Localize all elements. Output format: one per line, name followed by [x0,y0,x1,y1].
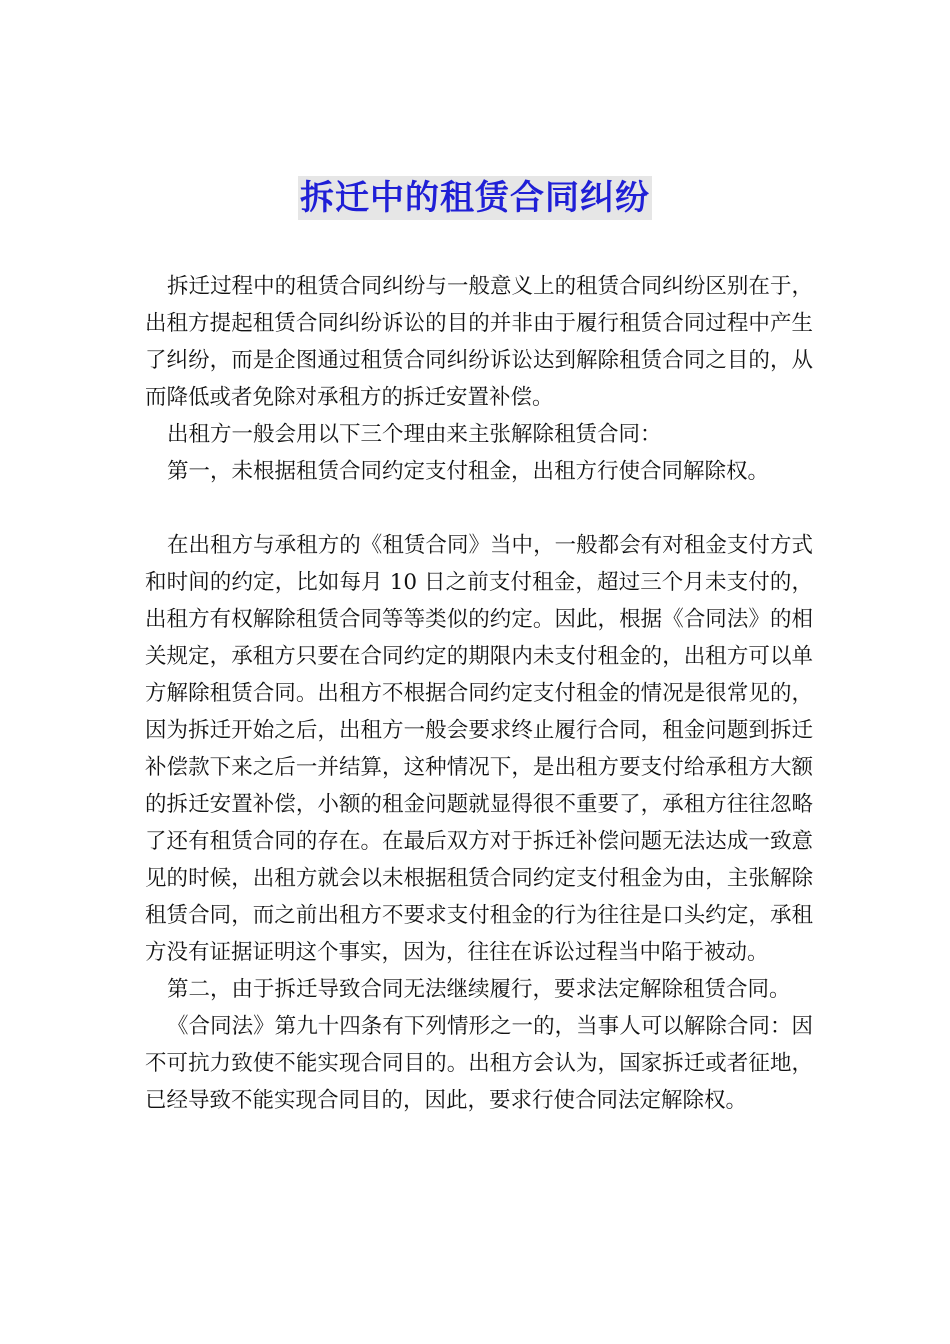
paragraph-reasons-lead: 出租方一般会用以下三个理由来主张解除租赁合同： [167,422,662,447]
paragraph-reason-one: 第一，未根据租赁合同约定支付租金，出租方行使合同解除权。 [167,459,770,484]
paragraph-gap [145,490,813,527]
title-container [0,176,950,220]
document-body [145,268,813,1119]
paragraph-intro: 拆迁过程中的租赁合同纠纷与一般意义上的租赁合同纠纷区别在于，出租方提起租赁合同纠纷诉讼的目的并非由于履行租赁合同过程中产生了纠纷，而是企图通过租赁合同纠纷诉讼达到解除租赁合同之目的，从而降低或者免除对承租方的拆迁安置补偿。 [145,274,813,410]
paragraph-reason-two: 第二，由于拆迁导致合同无法继续履行，要求法定解除租赁合同。 [167,977,791,1002]
paragraph-reason-one-detail: 在出租方与承租方的《租赁合同》当中，一般都会有对租金支付方式和时间的约定，比如每月 10 日之前支付租金，超过三个月未支付的，出租方有权解除租赁合同等等类似的约定。因此，根据《合同法》的相关规定，承租方只要在合同约定的期限内未支付租金的，出租方可以单方解除租赁合同。出租方不根据合同约定支付租金的情况是很常见的，因为拆迁开始之后，出租方一般会要求终止履行合同，租金问题到拆迁补偿款下来之后一并结算，这种情况下，是出租方要支付给承租方大额的拆迁安置补偿，小额的租金问题就显得很不重要了，承租方往往忽略了还有租赁合同的存在。在最后双方对于拆迁补偿问题无法达成一致意见的时候，出租方就会以未根据租赁合同约定支付租金为由，主张解除租赁合同，而之前出租方不要求支付租金的行为往往是口头约定，承租方没有证据证明这个事实，因为，往往在诉讼过程当中陷于被动。 [145,533,813,965]
document-title: 拆迁中的租赁合同纠纷 [300,178,650,218]
paragraph-reason-two-detail: 《合同法》第九十四条有下列情形之一的，当事人可以解除合同：因不可抗力致使不能实现合同目的。出租方会认为，国家拆迁或者征地，已经导致不能实现合同目的，因此，要求行使合同法定解除权。 [145,1014,813,1113]
